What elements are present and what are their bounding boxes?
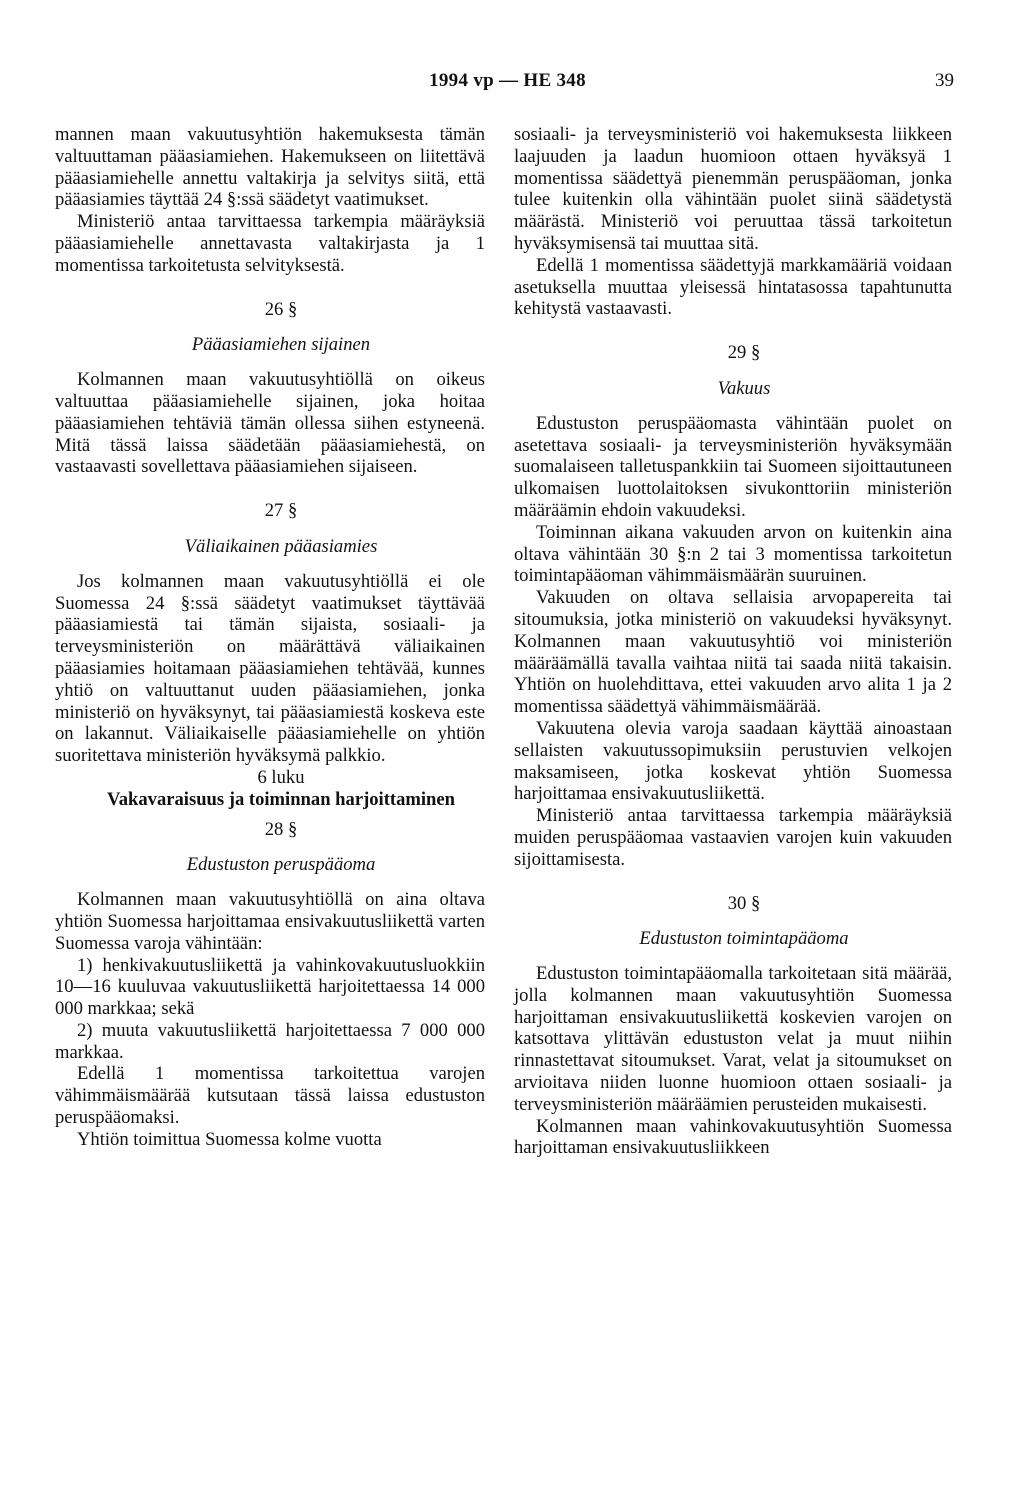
paragraph: Edustuston peruspääomasta vähintään puolet on asetettava sosiaali- ja terveysministeriön hyväksymään suomalaiseen talletuspankkiin tai Suomeen sijoittautuneen ulkomaisen luottolaitoksen sivukonttoriin ministeriön määräämin ehdoin vakuudeksi.	[514, 412, 952, 521]
paragraph: Vakuuden on oltava sellaisia arvopapereita tai sitoumuksia, jotka ministeriö on vakuudeksi hyväksynyt. Kolmannen maan vakuutusyhtiö voi ministeriön määräämällä tavalla vaihtaa niitä tai saada niitä takaisin. Yhtiön on huolehdittava, ettei vakuuden arvo alita 1 ja 2 momentissa säädettyä vähimmäismäärää.	[514, 587, 952, 718]
paragraph: mannen maan vakuutusyhtiön hakemuksesta tämän valtuuttaman pääasiamiehen. Hakemukseen on liitettävä pääasiamiehelle annettu valtakirja ja selvitys siitä, että pääasiamies täyttää 24 §:ssä säädetyt vaatimukset.	[55, 124, 485, 211]
right-column	[514, 124, 952, 1159]
chapter-number: 6 luku	[257, 766, 305, 788]
left-column	[55, 124, 485, 1151]
page-number: 39	[935, 70, 954, 91]
paragraph: Yhtiön toimittua Suomessa kolme vuotta	[77, 1128, 382, 1150]
paragraph: Kolmannen maan vakuutusyhtiöllä on aina oltava yhtiön Suomessa harjoittamaa ensivakuutusliikettä varten Suomessa varoja vähintään:	[55, 889, 485, 954]
page-header	[55, 70, 960, 100]
paragraph: Toiminnan aikana vakuuden arvon on kuitenkin aina oltava vähintään 30 §:n 2 tai 3 momentissa tarkoitetun toimintapääoman vähimmäismäärän suuruinen.	[514, 521, 952, 587]
section-title: Edustuston peruspääoma	[186, 854, 376, 876]
paragraph: Ministeriö antaa tarvittaessa tarkempia määräyksiä pääasiamiehelle annettavasta valtakirjasta ja 1 momentissa tarkoitetusta selvityksestä.	[55, 211, 485, 276]
section-number: 29 §	[727, 342, 761, 364]
paragraph: Kolmannen maan vakuutusyhtiöllä on oikeus valtuuttaa pääasiamiehelle sijainen, joka hoitaa pääasiamiehen tehtäviä tämän ollessa siihen estyneenä. Mitä tässä laissa säädetään pääasiamiehestä, on vastaavasti sovellettava pääasiamiehen sijaiseen.	[55, 369, 485, 478]
section-title: Vakuus	[717, 377, 771, 399]
paragraph: 1) henkivakuutusliikettä ja vahinkovakuutusluokkiin 10—16 kuuluvaa vakuutusliikettä harjoitettaessa 14 000 000 markkaa; sekä	[55, 954, 485, 1020]
paragraph: Jos kolmannen maan vakuutusyhtiöllä ei ole Suomessa 24 §:ssä säädetyt vaatimukset täyttävää pääasiamiestä tai tämän sijaista, sosiaali- ja terveysministeriön on määrättävä väliaikainen pääasiamies hoitamaan pääasiamiehen tehtävää, kunnes yhtiö on valtuuttanut uuden pääasiamiehen, jonka ministeriö on hyväksynyt, tai pääasiamiestä koskeva este on lakannut. Väliaikaiselle pääasiamiehelle on yhtiön suoritettava ministeriön hyväksymä palkkio.	[55, 570, 485, 767]
paragraph: Edellä 1 momentissa säädettyjä markkamääriä voidaan asetuksella muuttaa yleisessä hintatasossa tapahtunutta kehitystä vastaavasti.	[514, 254, 952, 320]
document-title: 1994 vp — HE 348	[429, 70, 586, 91]
paragraph: Ministeriö antaa tarvittaessa tarkempia määräyksiä muiden peruspääomaa vastaavien varojen kuin vakuuden sijoittamisesta.	[514, 805, 952, 870]
section-title: Väliaikainen pääasiamies	[184, 535, 378, 557]
paragraph: sosiaali- ja terveysministeriö voi hakemuksesta liikkeen laajuuden ja laadun huomioon ottaen hyväksyä 1 momentissa säädettyä pienemmän peruspääoman, jonka tulee kuitenkin olla vähintään puolet siinä säädetystä määrästä. Ministeriö voi peruuttaa tässä tarkoitetun hyväksymisensä tai muuttaa sitä.	[514, 124, 952, 254]
section-title: Edustuston toimintapääoma	[639, 928, 849, 950]
paragraph: Kolmannen maan vahinkovakuutusyhtiön Suomessa harjoittaman ensivakuutusliikkeen	[514, 1115, 952, 1159]
paragraph: 2) muuta vakuutusliikettä harjoitettaessa 7 000 000 markkaa.	[55, 1019, 485, 1063]
paragraph: Edellä 1 momentissa tarkoitettua varojen vähimmäismäärää kutsutaan tässä laissa edustuston peruspääomaksi.	[55, 1063, 485, 1129]
section-number: 28 §	[264, 818, 298, 840]
paragraph: Edustuston toimintapääomalla tarkoitetaan sitä määrää, jolla kolmannen maan vakuutusyhtiön Suomessa harjoittaman ensivakuutusliikettä koskevien varojen on katsottava ylittävän edustuston velat ja muut niihin rinnastettavat sitoumukset. Varat, velat ja sitoumukset on arvioitava niiden luonne huomioon ottaen sosiaali- ja terveysministeriön määräämien perusteiden mukaisesti.	[514, 963, 952, 1115]
section-number: 27 §	[264, 500, 298, 522]
section-number: 30 §	[727, 892, 761, 914]
section-title: Pääasiamiehen sijainen	[191, 334, 371, 356]
section-number: 26 §	[264, 298, 298, 320]
paragraph: Vakuutena olevia varoja saadaan käyttää ainoastaan sellaisten vakuutussopimuksiin perustuvien velkojen maksamiseen, jotka koskevat yhtiön Suomessa harjoittamaa ensivakuutusliikettä.	[514, 717, 952, 805]
chapter-title: Vakavaraisuus ja toiminnan harjoittaminen	[107, 788, 455, 810]
